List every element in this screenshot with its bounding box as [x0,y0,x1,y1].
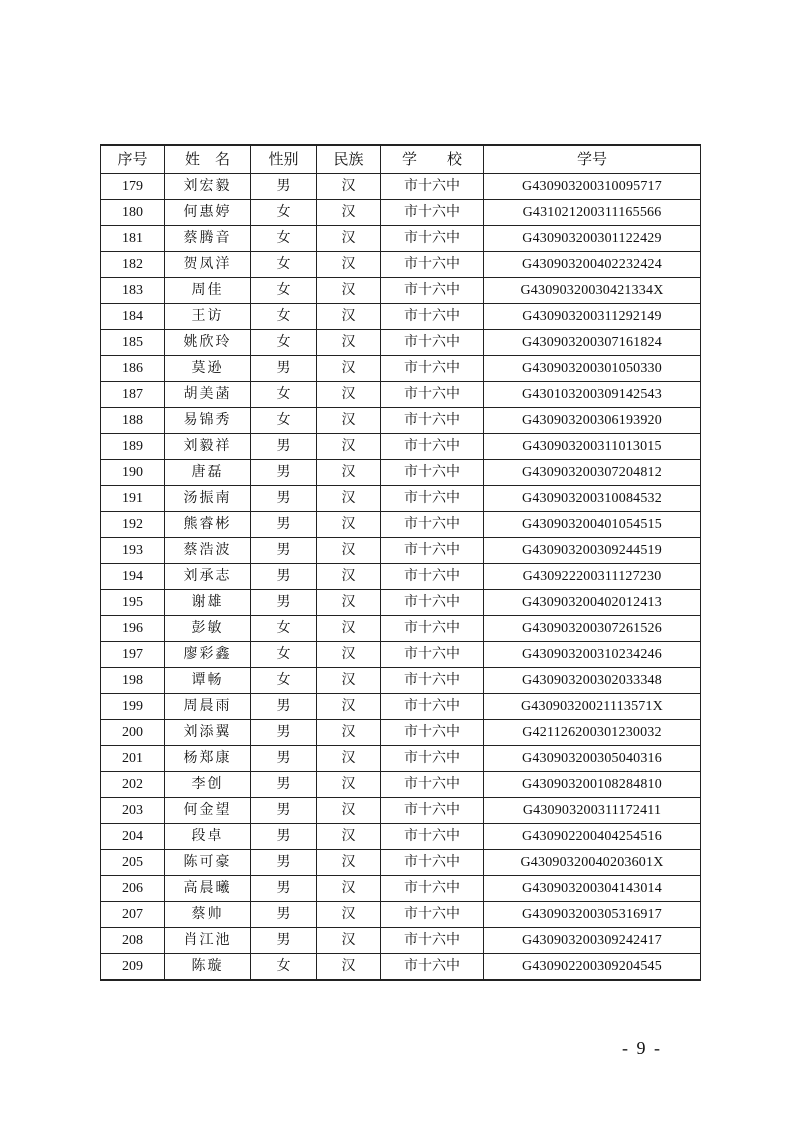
cell-ethnicity: 汉 [317,590,381,616]
cell-school: 市十六中 [381,590,484,616]
cell-name: 陈璇 [165,954,251,981]
page-number: - 9 - [622,1038,662,1058]
cell-gender: 女 [251,954,317,981]
cell-name: 李创 [165,772,251,798]
cell-student-id: G430903200311172411 [484,798,701,824]
cell-ethnicity: 汉 [317,642,381,668]
cell-seq: 181 [101,226,165,252]
cell-student-id: G43090320021113571X [484,694,701,720]
cell-student-id: G430922200311127230 [484,564,701,590]
cell-school: 市十六中 [381,772,484,798]
cell-name: 熊睿彬 [165,512,251,538]
cell-school: 市十六中 [381,512,484,538]
cell-school: 市十六中 [381,798,484,824]
table-row [101,850,701,876]
cell-school: 市十六中 [381,954,484,981]
cell-student-id: G430902200309204545 [484,954,701,981]
cell-ethnicity: 汉 [317,486,381,512]
cell-seq: 209 [101,954,165,981]
cell-ethnicity: 汉 [317,850,381,876]
cell-seq: 189 [101,434,165,460]
cell-ethnicity: 汉 [317,902,381,928]
cell-student-id: G430903200402232424 [484,252,701,278]
cell-ethnicity: 汉 [317,954,381,981]
cell-gender: 男 [251,850,317,876]
cell-student-id: G430903200304143014 [484,876,701,902]
cell-gender: 男 [251,538,317,564]
cell-gender: 男 [251,174,317,200]
table-row [101,408,701,434]
cell-name: 刘宏毅 [165,174,251,200]
cell-school: 市十六中 [381,434,484,460]
cell-name: 蔡帅 [165,902,251,928]
table-row [101,486,701,512]
cell-school: 市十六中 [381,408,484,434]
table-row [101,304,701,330]
cell-seq: 187 [101,382,165,408]
cell-ethnicity: 汉 [317,616,381,642]
cell-name: 汤振南 [165,486,251,512]
table-row [101,330,701,356]
table-row [101,252,701,278]
table-row [101,902,701,928]
table-row [101,694,701,720]
cell-seq: 179 [101,174,165,200]
cell-school: 市十六中 [381,642,484,668]
cell-seq: 180 [101,200,165,226]
table-row [101,876,701,902]
cell-school: 市十六中 [381,928,484,954]
cell-gender: 男 [251,564,317,590]
cell-name: 何惠婷 [165,200,251,226]
cell-seq: 198 [101,668,165,694]
cell-school: 市十六中 [381,746,484,772]
cell-school: 市十六中 [381,460,484,486]
cell-gender: 女 [251,668,317,694]
cell-school: 市十六中 [381,304,484,330]
cell-name: 陈可豪 [165,850,251,876]
table-row [101,278,701,304]
cell-ethnicity: 汉 [317,720,381,746]
cell-student-id: G430903200309242417 [484,928,701,954]
table-row [101,460,701,486]
table-row [101,512,701,538]
cell-gender: 男 [251,720,317,746]
table-row [101,590,701,616]
header-gender: 性别 [251,145,317,174]
cell-name: 彭敏 [165,616,251,642]
table-row [101,824,701,850]
cell-student-id: G430903200306193920 [484,408,701,434]
cell-student-id: G430903200305316917 [484,902,701,928]
student-roster-table [100,144,701,981]
cell-school: 市十六中 [381,876,484,902]
cell-name: 易锦秀 [165,408,251,434]
cell-school: 市十六中 [381,200,484,226]
cell-name: 贺凤洋 [165,252,251,278]
cell-seq: 200 [101,720,165,746]
cell-student-id: G430903200307261526 [484,616,701,642]
cell-seq: 203 [101,798,165,824]
header-seq: 序号 [101,145,165,174]
cell-ethnicity: 汉 [317,564,381,590]
table-row [101,538,701,564]
cell-student-id: G430903200311013015 [484,434,701,460]
cell-name: 蔡浩波 [165,538,251,564]
cell-name: 周佳 [165,278,251,304]
cell-ethnicity: 汉 [317,746,381,772]
cell-ethnicity: 汉 [317,200,381,226]
cell-seq: 195 [101,590,165,616]
cell-seq: 193 [101,538,165,564]
cell-name: 莫逊 [165,356,251,382]
cell-student-id: G430903200311292149 [484,304,701,330]
cell-school: 市十六中 [381,564,484,590]
header-ethnicity: 民族 [317,145,381,174]
cell-seq: 204 [101,824,165,850]
cell-school: 市十六中 [381,356,484,382]
table-row [101,668,701,694]
cell-seq: 206 [101,876,165,902]
header-school: 学 校 [381,145,484,174]
table-row [101,928,701,954]
cell-name: 杨郑康 [165,746,251,772]
cell-gender: 女 [251,642,317,668]
cell-name: 谢雄 [165,590,251,616]
cell-student-id: G43090320030421334X [484,278,701,304]
cell-name: 刘毅祥 [165,434,251,460]
cell-school: 市十六中 [381,850,484,876]
cell-school: 市十六中 [381,694,484,720]
cell-ethnicity: 汉 [317,252,381,278]
cell-ethnicity: 汉 [317,330,381,356]
cell-gender: 男 [251,486,317,512]
cell-seq: 207 [101,902,165,928]
cell-ethnicity: 汉 [317,668,381,694]
cell-seq: 182 [101,252,165,278]
cell-gender: 女 [251,226,317,252]
cell-ethnicity: 汉 [317,382,381,408]
cell-gender: 女 [251,304,317,330]
cell-ethnicity: 汉 [317,460,381,486]
cell-student-id: G430903200309244519 [484,538,701,564]
cell-gender: 女 [251,330,317,356]
table-row [101,798,701,824]
cell-seq: 186 [101,356,165,382]
cell-seq: 208 [101,928,165,954]
cell-ethnicity: 汉 [317,278,381,304]
cell-school: 市十六中 [381,668,484,694]
cell-student-id: G430903200402012413 [484,590,701,616]
table-body [101,174,701,981]
cell-ethnicity: 汉 [317,174,381,200]
cell-seq: 202 [101,772,165,798]
cell-name: 刘承志 [165,564,251,590]
table-header [101,145,701,174]
cell-name: 蔡腾音 [165,226,251,252]
cell-seq: 185 [101,330,165,356]
cell-name: 胡美菡 [165,382,251,408]
cell-student-id: G430903200310095717 [484,174,701,200]
cell-ethnicity: 汉 [317,356,381,382]
table-row [101,434,701,460]
cell-ethnicity: 汉 [317,798,381,824]
cell-ethnicity: 汉 [317,538,381,564]
cell-seq: 183 [101,278,165,304]
cell-name: 唐磊 [165,460,251,486]
cell-name: 周晨雨 [165,694,251,720]
cell-gender: 男 [251,772,317,798]
table-row [101,772,701,798]
cell-gender: 男 [251,876,317,902]
cell-gender: 男 [251,356,317,382]
table-row [101,746,701,772]
cell-name: 刘添翼 [165,720,251,746]
cell-seq: 194 [101,564,165,590]
cell-school: 市十六中 [381,824,484,850]
cell-gender: 男 [251,434,317,460]
cell-school: 市十六中 [381,330,484,356]
cell-gender: 男 [251,590,317,616]
cell-seq: 188 [101,408,165,434]
cell-student-id: G430903200108284810 [484,772,701,798]
cell-gender: 男 [251,512,317,538]
cell-gender: 女 [251,200,317,226]
cell-seq: 190 [101,460,165,486]
cell-student-id: G430903200310084532 [484,486,701,512]
cell-seq: 196 [101,616,165,642]
cell-gender: 女 [251,278,317,304]
cell-gender: 女 [251,616,317,642]
cell-student-id: G430903200301122429 [484,226,701,252]
table-row [101,616,701,642]
cell-gender: 男 [251,798,317,824]
cell-seq: 201 [101,746,165,772]
cell-gender: 男 [251,902,317,928]
cell-school: 市十六中 [381,226,484,252]
cell-ethnicity: 汉 [317,876,381,902]
cell-student-id: G430903200305040316 [484,746,701,772]
table-row [101,720,701,746]
cell-student-id: G430903200310234246 [484,642,701,668]
cell-ethnicity: 汉 [317,434,381,460]
cell-seq: 197 [101,642,165,668]
cell-ethnicity: 汉 [317,512,381,538]
cell-student-id: G421126200301230032 [484,720,701,746]
cell-student-id: G431021200311165566 [484,200,701,226]
cell-student-id: G430903200307161824 [484,330,701,356]
table-row [101,564,701,590]
cell-seq: 191 [101,486,165,512]
cell-school: 市十六中 [381,382,484,408]
cell-student-id: G43090320040203601X [484,850,701,876]
cell-school: 市十六中 [381,174,484,200]
cell-gender: 男 [251,746,317,772]
table-row [101,200,701,226]
cell-student-id: G430103200309142543 [484,382,701,408]
table-row [101,642,701,668]
table-row [101,356,701,382]
cell-student-id: G430903200401054515 [484,512,701,538]
cell-school: 市十六中 [381,486,484,512]
cell-ethnicity: 汉 [317,824,381,850]
header-row [101,145,701,174]
cell-gender: 男 [251,824,317,850]
cell-school: 市十六中 [381,616,484,642]
table-row [101,954,701,981]
cell-gender: 男 [251,460,317,486]
cell-student-id: G430903200301050330 [484,356,701,382]
cell-name: 肖江池 [165,928,251,954]
cell-ethnicity: 汉 [317,226,381,252]
cell-student-id: G430902200404254516 [484,824,701,850]
table-row [101,226,701,252]
cell-ethnicity: 汉 [317,408,381,434]
cell-ethnicity: 汉 [317,928,381,954]
cell-name: 王访 [165,304,251,330]
cell-seq: 192 [101,512,165,538]
cell-ethnicity: 汉 [317,772,381,798]
cell-gender: 女 [251,382,317,408]
cell-ethnicity: 汉 [317,304,381,330]
cell-school: 市十六中 [381,252,484,278]
cell-name: 廖彩鑫 [165,642,251,668]
cell-student-id: G430903200307204812 [484,460,701,486]
cell-gender: 男 [251,694,317,720]
cell-seq: 184 [101,304,165,330]
header-name: 姓 名 [165,145,251,174]
cell-name: 段卓 [165,824,251,850]
cell-seq: 199 [101,694,165,720]
cell-school: 市十六中 [381,538,484,564]
cell-gender: 女 [251,408,317,434]
cell-gender: 女 [251,252,317,278]
cell-school: 市十六中 [381,902,484,928]
header-student-id: 学号 [484,145,701,174]
cell-name: 谭畅 [165,668,251,694]
cell-gender: 男 [251,928,317,954]
cell-ethnicity: 汉 [317,694,381,720]
cell-school: 市十六中 [381,278,484,304]
table-row [101,174,701,200]
cell-school: 市十六中 [381,720,484,746]
cell-name: 何金望 [165,798,251,824]
cell-name: 姚欣玲 [165,330,251,356]
cell-student-id: G430903200302033348 [484,668,701,694]
table-row [101,382,701,408]
cell-seq: 205 [101,850,165,876]
cell-name: 高晨曦 [165,876,251,902]
